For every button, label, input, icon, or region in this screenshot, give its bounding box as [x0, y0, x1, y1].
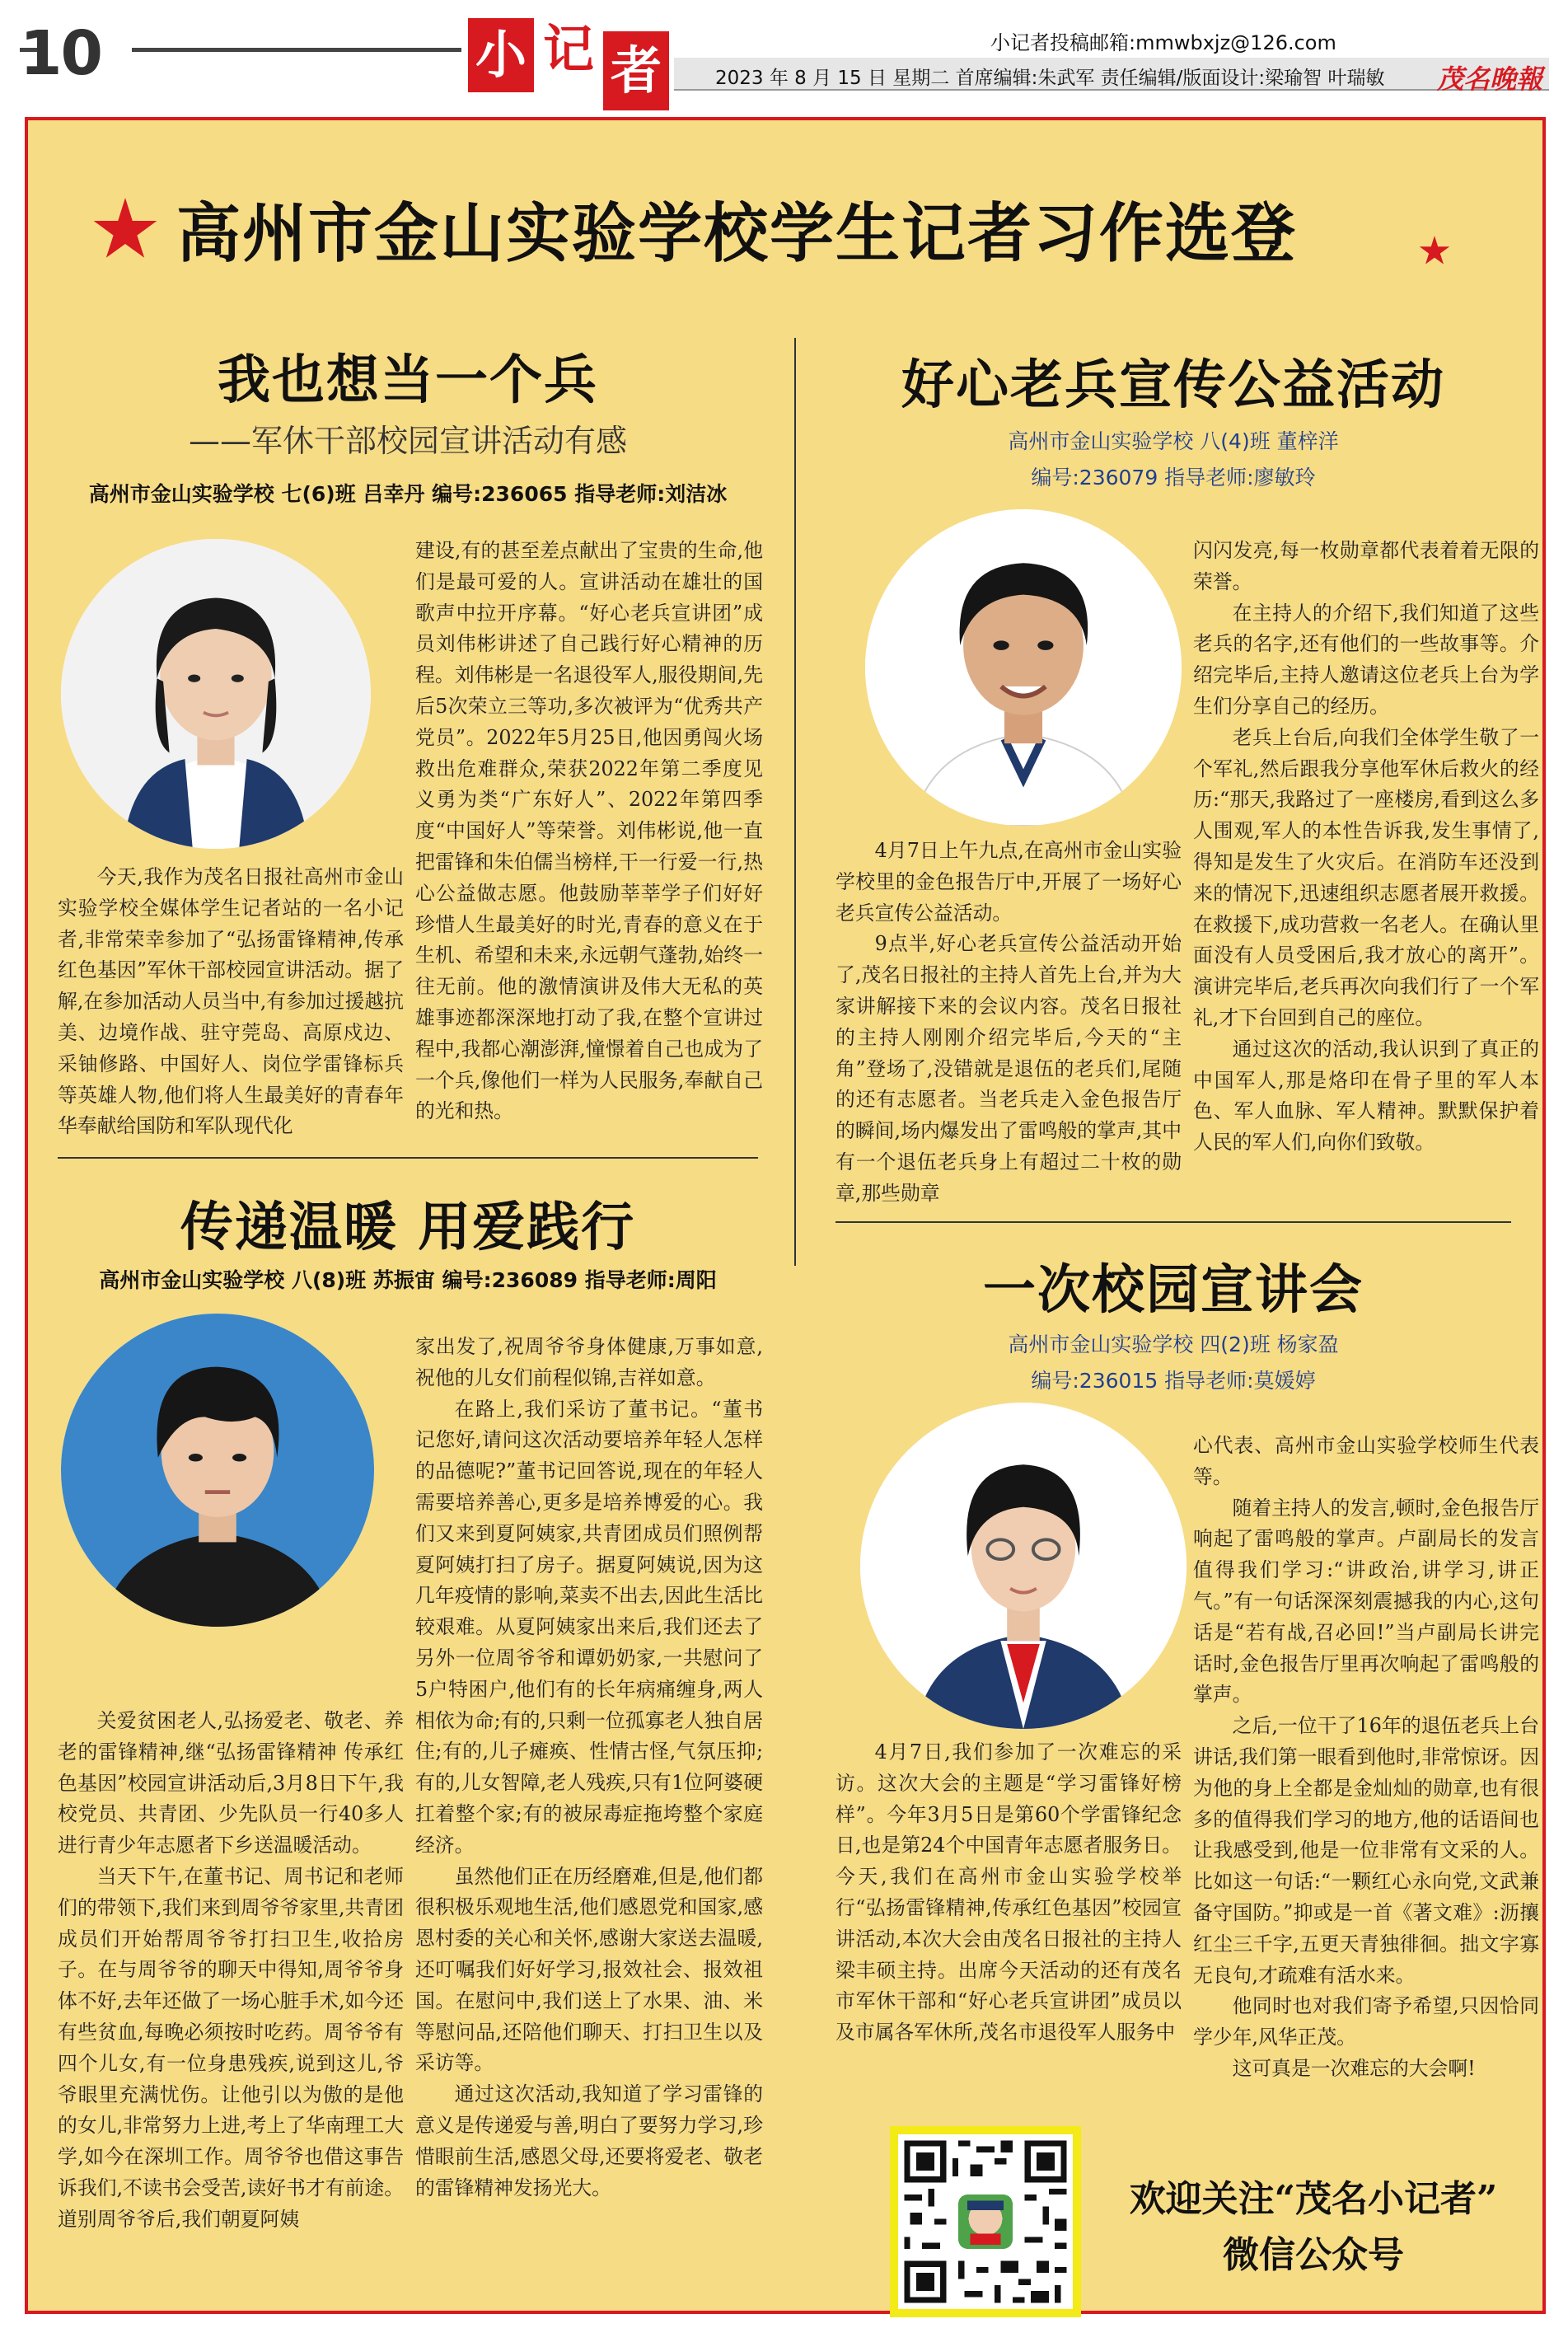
article-paragraph: 家出发了,祝周爷爷身体健康,万事如意,祝他的儿女们前程似锦,吉祥如意。 [415, 1335, 763, 1389]
student-portrait [61, 539, 371, 849]
article-body-column [835, 1737, 1182, 2111]
column-divider [794, 338, 796, 1266]
submission-email: 小记者投稿邮箱:mmwbxjz@126.com [990, 31, 1336, 54]
article-paragraph: 闪闪发亮,每一枚勋章都代表着着无限的荣誉。 [1193, 539, 1539, 593]
wechat-qr-code[interactable] [890, 2126, 1081, 2317]
article-paragraph: 当天下午,在董书记、周书记和老师们的带领下,我们来到周爷爷家里,共青团成员们开始帮周爷爷打扫卫生,收拾房子。在与周爷爷的聊天中得知,周爷爷身体不好,去年还做了一场心脏手术,如今还有些贫血,每晚必须按时吃药。周爷爷有四个儿女,有一位身患残疾,说到这儿,爷爷眼里充满忧伤。让他引以为傲的是他的女儿,非常努力上进,考上了华南理工大学,如今在深圳工作。周爷爷也借这事告诉我们,不读书会受苦,读好书才有前途。道别周爷爷后,我们朝夏阿姨 [58, 1864, 404, 2231]
article-byline: 高州市金山实验学校 八(8)班 苏振宙 编号:236089 指导老师:周阳 [99, 1268, 717, 1292]
article-body-column [835, 836, 1182, 1216]
student-portrait [860, 1403, 1187, 1729]
column-badge-char: 小 [468, 18, 534, 92]
article-byline: 高州市金山实验学校 四(2)班 杨家盈 [1008, 1333, 1339, 1356]
student-portrait [61, 1314, 374, 1627]
article-paragraph: 今天,我作为茂名日报社高州市金山实验学校全媒体学生记者站的一名小记者,非常荣幸参加了“弘扬雷锋精神,传承红色基因”军休干部校园宣讲活动。据了解,在参加活动人员当中,有参加过援越抗美、边境作战、驻守莞岛、高原戍边、采铀修路、中国好人、岗位学雷锋标兵等英雄人物,他们将人生最美好的青春年华奉献给国防和军队现代化 [58, 865, 404, 1138]
dateline-bar [674, 58, 1549, 95]
article-body-column [415, 536, 763, 1145]
article-title: 我也想当一个兵 [218, 349, 598, 411]
section-divider [58, 1157, 758, 1159]
article-paragraph: 4月7日,我们参加了一次难忘的采访。这次大会的主题是“学习雷锋好榜样”。今年3月5日是第60个学雷锋纪念日,也是第24个中国青年志愿者服务日。今天,我们在高州市金山实验学校举行“弘扬雷锋精神,传承红色基因”校园宣讲活动,本次大会由茂名日报社的主持人梁丰硕主持。出席今天活动的还有茂名市军休干部和“好心老兵宣讲团”成员以及市属各军休所,茂名市退役军人服务中 [835, 1740, 1182, 2045]
page-number: 10 [20, 18, 101, 89]
article-paragraph: 通过这次活动,我知道了学习雷锋的意义是传递爱与善,明白了要努力学习,珍惜眼前生活,感恩父母,还要将爱老、敬老的雷锋精神发扬光大。 [415, 2082, 763, 2199]
article-byline: 编号:236079 指导老师:廖敏玲 [1031, 466, 1316, 489]
article-paragraph: 关爱贫困老人,弘扬爱老、敬老、养老的雷锋精神,继“弘扬雷锋精神 传承红色基因”校园宣讲活动后,3月8日下午,我校党员、共青团、少先队员一行40多人进行青少年志愿者下乡送温暖活动。 [58, 1709, 404, 1857]
article-paragraph: 这可真是一次难忘的大会啊! [1232, 2056, 1476, 2080]
dateline-text: 2023 年 8 月 15 日 星期二 首席编辑:朱武军 责任编辑/版面设计:梁瑜智 叶瑞敏 [715, 68, 1385, 89]
follow-wechat-text: 欢迎关注“茂名小记者” [1129, 2178, 1498, 2220]
article-paragraph: 9点半,好心老兵宣传公益活动开始了,茂名日报社的主持人首先上台,并为大家讲解接下来的会议内容。茂名日报社的主持人刚刚介绍完毕后,今天的“主角”登场了,没错就是退伍的老兵们,尾随的还有志愿者。当老兵走入金色报告厅的瞬间,场内爆发出了雷鸣般的掌声,其中有一个退伍老兵身上有超过二十枚的勋章,那些勋章 [835, 932, 1182, 1205]
article-body-column [1193, 536, 1539, 1211]
article-title: 一次校园宣讲会 [983, 1259, 1364, 1321]
article-title: 好心老兵宣传公益活动 [901, 354, 1445, 416]
newspaper-logo: 茂名晚報 [1436, 63, 1542, 95]
article-paragraph: 他同时也对我们寄予希望,只因恰同学少年,风华正茂。 [1193, 1994, 1539, 2049]
article-paragraph: 虽然他们正在历经磨难,但是,他们都很积极乐观地生活,他们感恩党和国家,感恩村委的关心和关怀,感谢大家送去温暖,还叮嘱我们好好学习,报效社会、报效祖国。在慰问中,我们送上了水果、油、米等慰问品,还陪他们聊天、打扫卫生以及采访等。 [415, 1864, 763, 2075]
article-title: 传递温暖 用爱践行 [180, 1197, 636, 1258]
column-badge-char: 记 [536, 12, 601, 87]
article-paragraph: 4月7日上午九点,在高州市金山实验学校里的金色报告厅中,开展了一场好心老兵宣传公益活动。 [835, 839, 1182, 925]
column-badge [468, 12, 671, 104]
article-paragraph: 心代表、高州市金山实验学校师生代表等。 [1193, 1434, 1539, 1488]
follow-wechat-subtext: 微信公众号 [1223, 2234, 1404, 2276]
article-subtitle: ——军休干部校园宣讲活动有感 [188, 423, 627, 459]
article-body-column [58, 1706, 404, 2307]
content-panel [25, 117, 1546, 2314]
star-icon [92, 198, 158, 264]
article-paragraph: 在路上,我们采访了董书记。“董书记您好,请问这次活动要培养年轻人怎样的品德呢?”董书记回答说,现在的年轻人需要培养善心,更多是培养博爱的心。我们又来到夏阿姨家,共青团成员们照例帮夏阿姨打扫了房子。据夏阿姨说,因为这几年疫情的影响,菜卖不出去,因此生活比较艰难。从夏阿姨家出来后,我们还去了另外一位周爷爷和谭奶奶家,一共慰问了5户特困户,他们有的长年病痛缠身,两人相依为命;有的,只剩一位孤寡老人独自居住;有的,儿子瘫痪、性情古怪,气氛压抑;有的,儿女智障,老人残疾,只有1位阿婆硬扛着整个家;有的被尿毒症拖垮整个家庭经济。 [415, 1397, 763, 1857]
article-paragraph: 老兵上台后,向我们全体学生敬了一个军礼,然后跟我分享他军休后救火的经历:“那天,我路过了一座楼房,看到这么多人围观,军人的本性告诉我,发生事情了,得知是发生了火灾后。在消防车还没到来的情况下,迅速组织志愿者展开救援。在救援下,成功营救一名老人。在确认里面没有人员受困后,我才放心的离开”。演讲完毕后,老兵再次向我们行了一个军礼,才下台回到自己的座位。 [1193, 725, 1539, 1029]
article-paragraph: 在主持人的介绍下,我们知道了这些老兵的名字,还有他们的一些故事等。介绍完毕后,主持人邀请这位老兵上台为学生们分享自己的经历。 [1193, 601, 1539, 718]
article-byline: 高州市金山实验学校 七(6)班 吕幸丹 编号:236065 指导老师:刘洁冰 [88, 482, 728, 506]
article-byline: 高州市金山实验学校 八(4)班 董梓洋 [1008, 429, 1339, 453]
masthead-rule [132, 48, 461, 52]
article-body-column [415, 1332, 763, 2307]
article-paragraph: 随着主持人的发言,顿时,金色报告厅响起了雷鸣般的掌声。卢副局长的发言值得我们学习:“讲政治,讲学习,讲正气。”有一句话深深刻震撼我的内心,这句话是“若有战,召必回!”当卢副局长讲完话时,金色报告厅里再次响起了雷鸣般的掌声。 [1193, 1496, 1539, 1707]
article-byline: 编号:236015 指导老师:莫媛婷 [1031, 1369, 1316, 1393]
column-badge-char: 者 [603, 31, 669, 110]
article-paragraph: 之后,一位干了16年的退伍老兵上台讲话,我们第一眼看到他时,非常惊讶。因为他的身上全都是金灿灿的勋章,也有很多的值得我们学习的地方,他的话语间也让我感受到,他是一位非常有文采的人。比如这一句话:“一颗红心永向党,文武兼备守国防。”抑或是一首《著文难》:沥攘红尘三千字,五更天青独徘徊。拙文字寡无良句,才疏难有活水来。 [1193, 1714, 1539, 1987]
article-paragraph: 建设,有的甚至差点献出了宝贵的生命,他们是最可爱的人。宣讲活动在雄壮的国歌声中拉开序幕。“好心老兵宣讲团”成员刘伟彬讲述了自己践行好心精神的历程。刘伟彬是一名退役军人,服役期间,先后5次荣立三等功,多次被评为“优秀共产党员”。2022年5月25日,他因勇闯火场救出危难群众,荣获2022年第二季度见义勇为类“广东好人”、2022年第四季度“中国好人”等荣誉。刘伟彬说,他一直把雷锋和朱伯儒当榜样,干一行爱一行,热心公益做志愿。他鼓励莘莘学子们好好珍惜人生最美好的时光,青春的意义在于生机、希望和未来,永远朝气蓬勃,始终一往无前。他的激情演讲及伟大无私的英雄事迹都深深地打动了我,在整个宣讲过程中,我都心潮澎湃,憧憬着自己也成为了一个兵,像他们一样为人民服务,奉献自己的光和热。 [415, 539, 763, 1123]
article-body-column [1193, 1431, 1539, 2207]
section-divider [835, 1221, 1511, 1223]
article-paragraph: 通过这次的活动,我认识到了真正的中国军人,那是烙印在骨子里的军人本色、军人血脉、军人精神。默默保护着人民的军人们,向你们致敬。 [1193, 1037, 1539, 1155]
student-portrait [865, 509, 1182, 826]
page-title: 高州市金山实验学校学生记者习作选登 [176, 196, 1298, 271]
article-body-column [58, 862, 404, 1145]
